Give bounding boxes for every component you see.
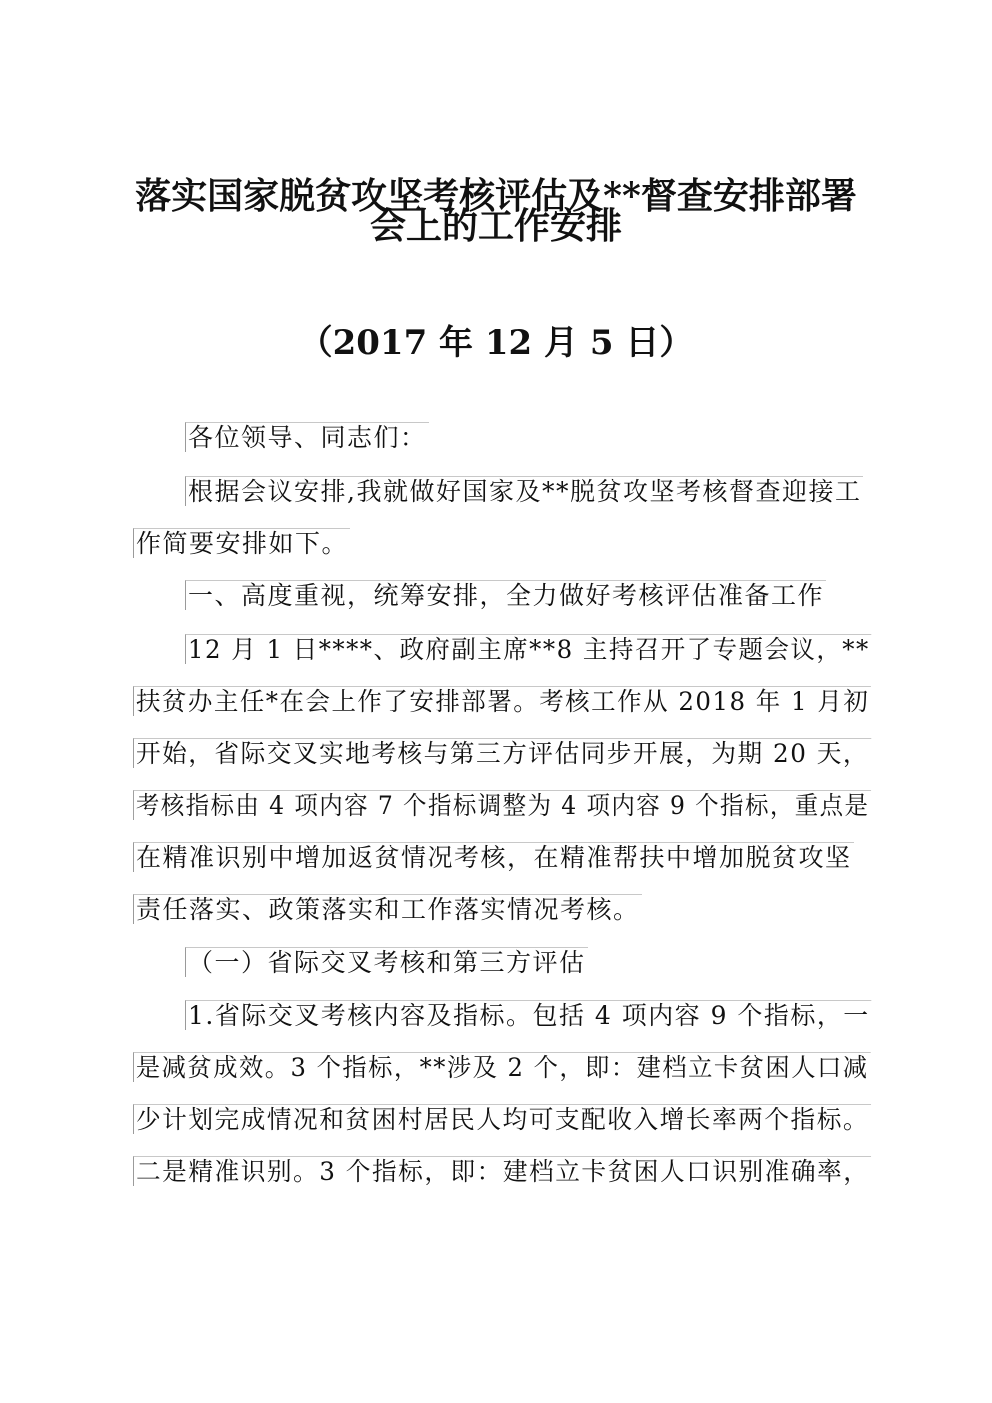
- section-heading: 一、高度重视，统筹安排，全力做好考核评估准备工作: [185, 580, 826, 610]
- document-title-line1: 落实国家脱贫攻坚考核评估及**督查安排部署: [135, 175, 857, 217]
- document-title-line2: 会上的工作安排: [369, 205, 622, 247]
- paragraph-line: 作简要安排如下。: [133, 528, 350, 558]
- paragraph-line: 在精准识别中增加返贫情况考核，在精准帮扶中增加脱贫攻坚: [133, 842, 854, 872]
- paragraph-line: 根据会议安排,我就做好国家及**脱贫攻坚考核督查迎接工: [185, 476, 863, 506]
- paragraph-line: 1.省际交叉考核内容及指标。包括 4 项内容 9 个指标，一: [185, 1000, 872, 1030]
- paragraph-line: 开始，省际交叉实地考核与第三方评估同步开展，为期 20 天，: [133, 738, 871, 768]
- paragraph-line: 少计划完成情况和贫困村居民人均可支配收入增长率两个指标。: [133, 1104, 871, 1134]
- salutation: 各位领导、同志们：: [185, 422, 429, 452]
- document-date: （2017 年 12 月 5 日）: [298, 323, 694, 363]
- paragraph-line: 扶贫办主任*在会上作了安排部署。考核工作从 2018 年 1 月初: [133, 686, 871, 716]
- paragraph-line: 12 月 1 日****、政府副主席**8 主持召开了专题会议，**: [185, 634, 872, 664]
- paragraph-line: 责任落实、政策落实和工作落实情况考核。: [133, 894, 642, 924]
- subsection-heading: （一）省际交叉考核和第三方评估: [185, 947, 588, 977]
- paragraph-line: 是减贫成效。3 个指标，**涉及 2 个，即：建档立卡贫困人口减: [133, 1052, 870, 1082]
- paragraph-line: 二是精准识别。3 个指标，即：建档立卡贫困人口识别准确率，: [133, 1156, 871, 1186]
- paragraph-line: 考核指标由 4 项内容 7 个指标调整为 4 项内容 9 个指标，重点是: [133, 790, 871, 820]
